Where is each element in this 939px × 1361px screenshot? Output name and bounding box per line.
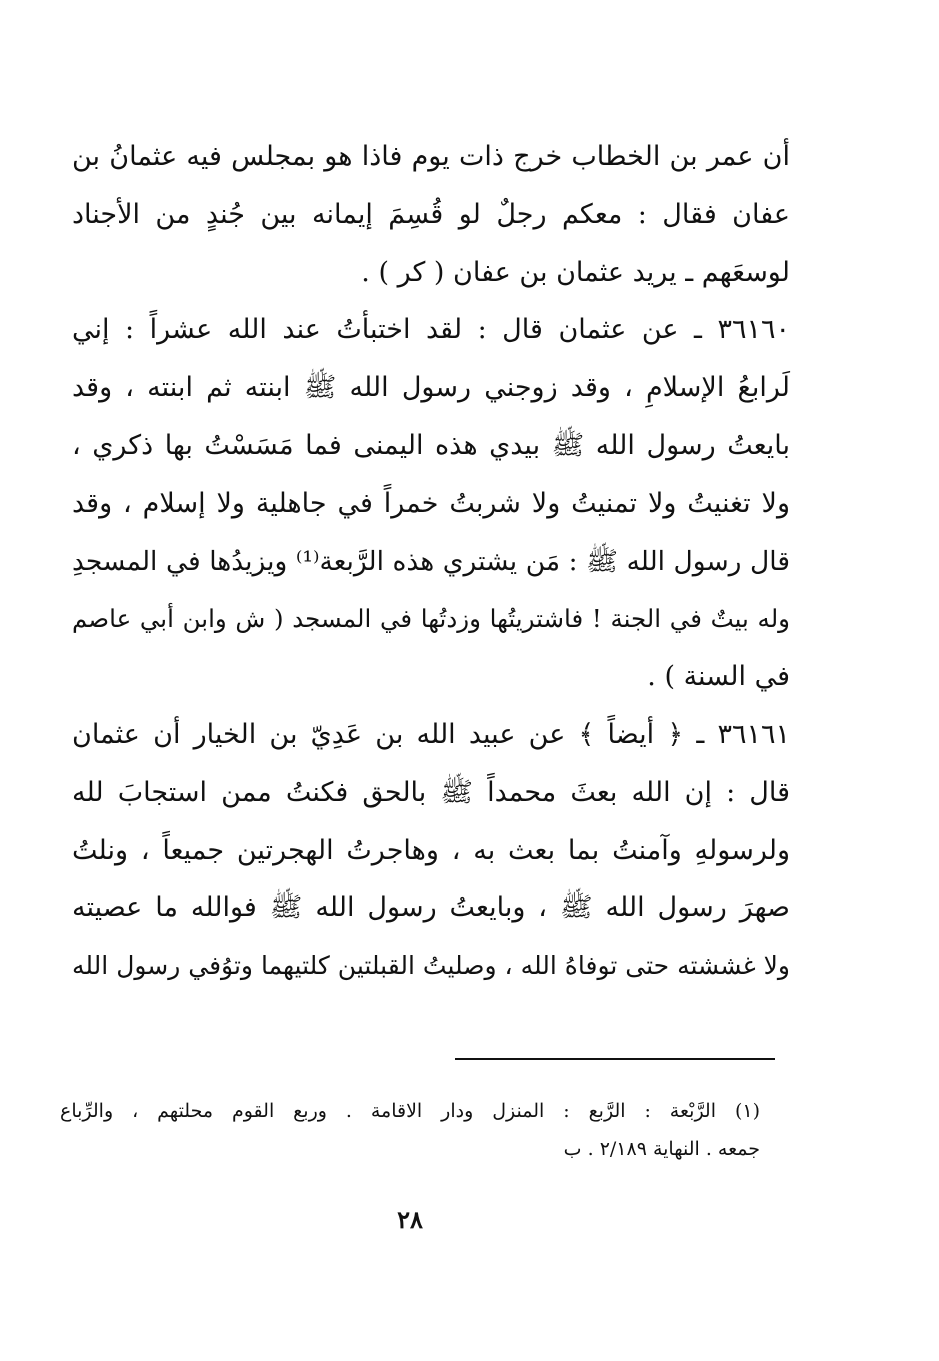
text-line: ولا تغنيتُ ولا تمنيتُ ولا شربتُ خمراً في جاهلية ولا إسلام ، وقد	[72, 487, 790, 519]
page-number: ٢٨	[397, 1205, 423, 1234]
text-line: صهرَ رسول الله ﷺ ، وبايعتُ رسول الله ﷺ فوالله ما عصيته	[72, 892, 790, 924]
footnote	[60, 1092, 760, 1168]
footnote-line: جمعه . النهاية ٢/١٨٩ . ب	[563, 1138, 760, 1160]
text-line: وله بيتٌ في الجنة ! فاشتريتُها وزدتُها في المسجد ( ش وابن أبي عاصم	[72, 604, 790, 634]
text-line: ولرسولهِ وآمنتُ بما بعث به ، وهاجرتُ الهجرتين جميعاً ، ونلتُ	[72, 834, 790, 866]
text-line: ولا غششته حتى توفاهُ الله ، وصليتُ القبلتين كلتيهما وتوُفي رسول الله	[72, 951, 790, 981]
hadith-36160-start: ٣٦١٦٠ ـ عن عثمان قال : لقد اختبأتُ عند الله عشراً : إني	[72, 314, 790, 346]
text-line: قال : إن الله بعثَ محمداً ﷺ بالحق فكنتُ ممن استجابَ لله	[72, 776, 790, 808]
text-line: في السنة ) .	[647, 661, 790, 693]
footnote-line: (١) الرَّبْعة : الرَّبع : المنزل ودار الاقامة . وربع القوم محلتهم ، والرِّباع	[60, 1100, 760, 1122]
text-line: لوسعَهم ـ يريد عثمان بن عفان ( كر ) .	[361, 256, 790, 288]
text-line: أن عمر بن الخطاب خرج ذات يوم فاذا هو بمجلس فيه عثمانُ بن	[72, 141, 790, 172]
text-line: بايعتُ رسول الله ﷺ بيدي هذه اليمنى فما مَسَسْتُ بها ذكري ،	[72, 429, 790, 461]
text-line: قال رسول الله ﷺ : مَن يشتري هذه الرَّبعة⁽¹⁾ ويزيدُها في المسجدِ	[72, 545, 791, 577]
hadith-36161-start: ٣٦١٦١ ـ ﴿ أيضاً ﴾ عن عبيد الله بن عَدِيّ بن الخيار أن عثمان	[72, 718, 790, 750]
main-text	[72, 128, 790, 995]
text-line: لَرابعُ الإسلامِ ، وقد زوجني رسول الله ﷺ ابنته ثم ابنته ، وقد	[72, 372, 790, 404]
text-line: عفان فقال : معكم رجلٌ لو قُسِمَ إيمانه بين جُندٍ من الأجناد	[72, 198, 790, 230]
footnote-separator	[455, 1058, 775, 1060]
